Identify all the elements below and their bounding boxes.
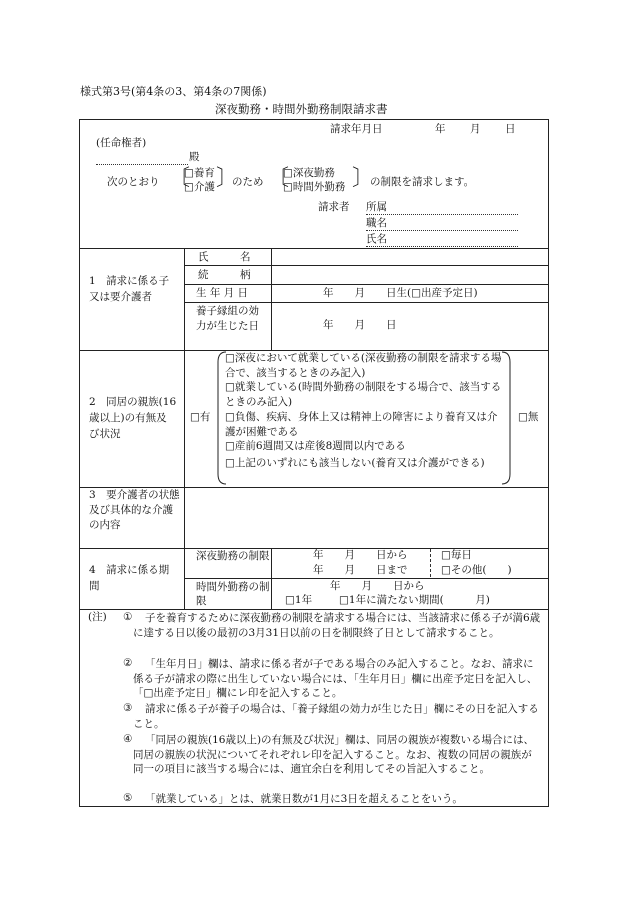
adoption-value[interactable]: 年 月 日 xyxy=(323,319,397,331)
relation-value[interactable] xyxy=(276,269,544,282)
status-night-work-checkbox[interactable]: □ 深夜において就業している(深夜勤務の制限を請求する場合で、該当するときのみ記入) xyxy=(225,351,507,381)
for-the-purpose-text: のため xyxy=(232,176,264,188)
birth-value[interactable]: 年 月 日生(□出産予定日) xyxy=(323,287,478,299)
type-brace-open: 〔 xyxy=(267,166,290,191)
type-brace-close: 〕 xyxy=(352,166,375,191)
name-label: 氏名 xyxy=(366,233,387,245)
note-2-text: 「生年月日」欄は、請求に係る者が子である場合のみ記入すること。なお、請求に係る子が請求の際に出生していない場合には、「生年月日」欄に出産予定日を記入し、「□出産予定日」欄にレ印を記入すること。 xyxy=(133,658,538,699)
request-day-label: 日 xyxy=(505,123,516,135)
authority-label: (任命権者) xyxy=(96,137,147,149)
purpose-brace-close: 〕 xyxy=(216,166,239,191)
request-year-label: 年 xyxy=(435,123,446,135)
section3-heading: 3 要介護者の状態及び具体的な介護の内容 xyxy=(89,489,180,531)
position-label: 職名 xyxy=(366,217,387,229)
requester-label: 請求者 xyxy=(318,201,350,213)
request-date-label: 請求年月日 xyxy=(330,123,383,135)
request-month-label: 月 xyxy=(470,123,481,135)
form-title: 深夜勤務・時間外勤務制限請求書 xyxy=(215,102,388,116)
intro-text: 次のとおり xyxy=(107,176,160,188)
status-disability-checkbox[interactable]: □ 負傷、疾病、身体上又は精神上の障害により養育又は介護が困難である xyxy=(225,410,507,440)
overtime-from[interactable]: 年 月 日から xyxy=(330,580,425,592)
note-1-num: ① xyxy=(123,611,133,623)
type-night-checkbox[interactable]: □ 深夜勤務 xyxy=(283,167,335,180)
every-day-checkbox[interactable]: □ 毎日 xyxy=(441,549,472,562)
status-pregnancy-checkbox[interactable]: □ 産前6週間又は産後8週間以内である xyxy=(225,440,406,453)
relation-label: 続 柄 xyxy=(198,269,251,281)
addressee-suffix: 殿 xyxy=(189,151,200,163)
status-none-checkbox[interactable]: □ 上記のいずれにも該当しない(養育又は介護ができる) xyxy=(225,456,507,471)
birth-label: 生 年 月 日 xyxy=(196,287,249,299)
note-3-num: ③ xyxy=(123,702,133,714)
addressee-line[interactable] xyxy=(96,164,188,165)
notes-label: (注) xyxy=(88,611,107,623)
under-one-year-checkbox[interactable]: □ 1年に満たない期間( 月) xyxy=(339,594,490,607)
cohabiting-relative-no-checkbox[interactable]: □ 無 xyxy=(518,411,538,424)
section1-heading: 1 請求に係る子又は要介護者 xyxy=(89,275,170,303)
night-from[interactable]: 年 月 日から xyxy=(313,549,408,561)
adoption-label: 養子縁組の効力が生じた日 xyxy=(196,305,259,332)
night-to[interactable]: 年 月 日まで xyxy=(313,564,408,576)
child-name-label: 氏 名 xyxy=(198,251,251,263)
affiliation-line[interactable] xyxy=(366,214,518,215)
name-line[interactable] xyxy=(366,246,518,247)
note-4-num: ④ xyxy=(123,733,133,745)
note-5-text: 「就業している」とは、就業日数が1月に3日を超えることをいう。 xyxy=(145,793,463,805)
position-line[interactable] xyxy=(366,230,518,231)
form-id: 様式第3号(第4条の3、第4条の7関係) xyxy=(80,85,267,98)
note-5-num: ⑤ xyxy=(123,792,133,804)
night-limit-label: 深夜勤務の制限 xyxy=(196,550,270,562)
affiliation-label: 所属 xyxy=(366,201,387,213)
note-2-num: ② xyxy=(123,657,133,669)
one-year-checkbox[interactable]: □ 1年 xyxy=(285,594,312,607)
type-overtime-checkbox[interactable]: □ 時間外勤務 xyxy=(283,181,345,194)
cohabiting-relative-yes-checkbox[interactable]: □ 有 xyxy=(190,411,210,424)
note-1-text: 子を養育するために深夜勤務の制限を請求する場合には、当該請求に係る子が満6歳に達する日以後の最初の3月31日以前の日を制限終了日として請求すること。 xyxy=(133,612,541,639)
child-name-value[interactable] xyxy=(276,251,544,264)
request-text: の制限を請求します。 xyxy=(370,176,475,188)
purpose-child-care-checkbox[interactable]: □ 養育 xyxy=(184,167,215,180)
overtime-limit-label: 時間外勤務の制限 xyxy=(196,581,270,607)
purpose-brace-open: 〔 xyxy=(168,166,191,191)
note-4-text: 「同居の親族(16歳以上)の有無及び状況」欄は、同居の親族が複数いる場合には、同居の親族の状況についてそれぞれレ印を記入すること。なお、複数の同居の親族が同一の項目に該当する場合には、適宜余白を利用してその旨記入すること。 xyxy=(133,734,535,775)
section2-heading: 2 同居の親族(16歳以上)の有無及び状況 xyxy=(89,396,177,440)
purpose-nursing-checkbox[interactable]: □ 介護 xyxy=(184,181,215,194)
section4-heading: 4 請求に係る期間 xyxy=(89,564,170,592)
status-working-checkbox[interactable]: □ 就業している(時間外勤務の制限をする場合で、該当するときのみ記入) xyxy=(225,380,507,410)
other-days-checkbox[interactable]: □ その他( ) xyxy=(441,564,512,577)
note-3-text: 請求に係る子が養子の場合は、「養子縁組の効力が生じた日」欄にその日を記入すること。 xyxy=(133,703,539,730)
care-details-value[interactable] xyxy=(190,492,544,544)
